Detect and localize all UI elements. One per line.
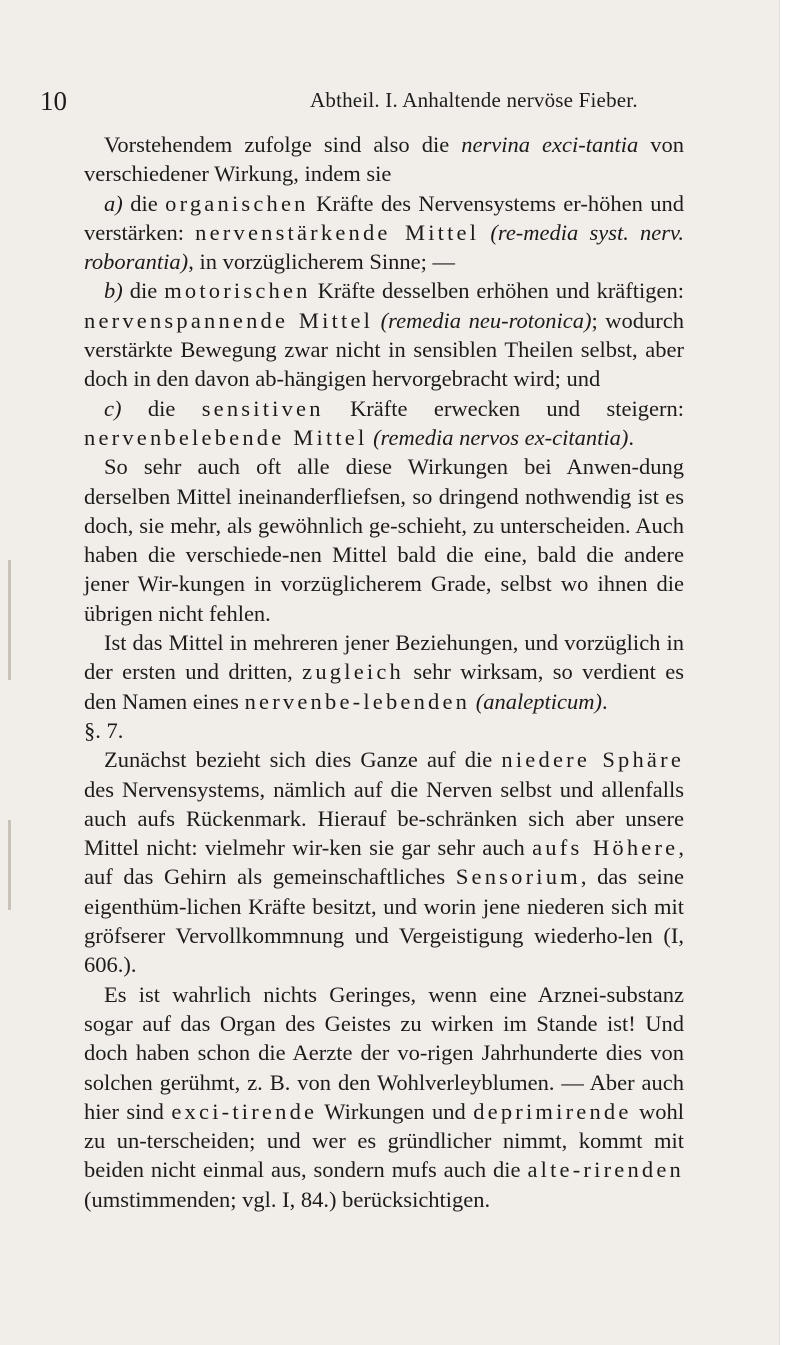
gutter-shadow: [8, 560, 11, 680]
paragraph-4: Zunächst bezieht sich dies Ganze auf die niedere Sphäre des Nervensystems, nämlich auf die Nerven selbst und allenfalls auch aufs Rückenmark. Hierauf be-schränken sich aber unsere Mittel nicht: vielmehr wir-ken sie gar sehr auch aufs Höhere, auf das Gehirn als gemeinschaftliches Sensorium, das seine eigenthüm-lichen Kräfte besitzt, und worin jene niederen sich mit gröfserer Vervollkommnung und Vergeistigung wiederho-len (I, 606.).: [84, 747, 685, 978]
item-a: a) die organischen Kräfte des Nervensystems er-höhen und verstärken: nervenstärkende Mittel (re-media syst. nerv. roborantia), in vorzüglicherem Sinne; —: [84, 190, 685, 275]
running-header: [0, 72, 790, 116]
paragraph-5: Es ist wahrlich nichts Geringes, wenn eine Arznei-substanz sogar auf das Organ des Geistes zu wirken im Stande ist! Und doch haben schon die Aerzte der vo-rigen Jahrhunderte dies von solchen gerühmt, z. B. von den Wohlverleyblumen. — Aber auch hier sind exci-tirende Wirkungen und deprimirende wohl zu un-terscheiden; und wer es gründlicher nimmt, kommt mit beiden nicht einmal aus, sondern mufs auch die alte-rirenden (umstimmenden; vgl. I, 84.) berücksichtigen.: [84, 981, 684, 1212]
item-c: c) die sensitiven Kräfte erwecken und steigern: nervenbelebende Mittel (remedia nervos ex-citantia).: [84, 395, 685, 450]
page-edge: [779, 0, 790, 1345]
paragraph-3: Ist das Mittel in mehreren jener Beziehungen, und vorzüglich in der ersten und dritten, zugleich sehr wirksam, so verdient es den Namen eines nervenbe-lebenden (analepticum).: [84, 630, 685, 714]
paragraph-intro: Vorstehendem zufolge sind also die nervina exci-tantia von verschiedener Wirkung, indem sie: [84, 132, 685, 187]
page-number: 10: [40, 86, 67, 116]
section-heading: §. 7.: [84, 717, 124, 743]
item-b: b) die motorischen Kräfte desselben erhöhen und kräftigen: nervenspannende Mittel (remedia neu-rotonica); wodurch verstärkte Bewegung zwar nicht in sensiblen Theilen selbst, aber doch in den davon ab-hängigen hervorgebracht wird; und: [84, 278, 685, 392]
paragraph-2: So sehr auch oft alle diese Wirkungen bei Anwen-dung derselben Mittel ineinanderfliefsen, so dringend nothwendig ist es doch, sie mehr, als gewöhnlich ge-schieht, zu unterscheiden. Auch haben die verschiede-nen Mittel bald die eine, bald die andere jener Wir-kungen in vorzüglicherem Grade, selbst wo ihnen die übrigen nicht fehlen.: [84, 454, 684, 626]
running-head: Abtheil. I. Anhaltende nervöse Fieber.: [310, 88, 638, 112]
gutter-shadow: [8, 820, 11, 910]
page-body: [84, 130, 684, 1214]
